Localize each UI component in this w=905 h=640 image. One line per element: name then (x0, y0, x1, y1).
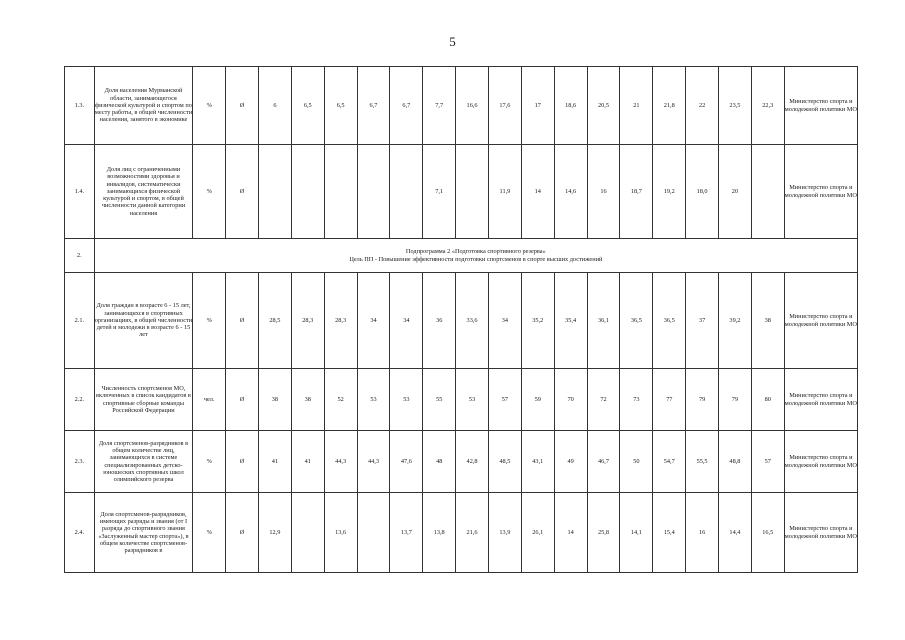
value-cell: 26,1 (521, 493, 554, 573)
row-number: 2.2. (65, 369, 95, 431)
value-cell: 17,6 (489, 67, 522, 145)
value-cell: 53 (357, 369, 390, 431)
indicator-name: Доля населения Мурманской области, занимающегося физической культурой и спортом по месту работы, в общей численности населения, занятого в экономике (94, 67, 193, 145)
value-cell: 14 (554, 493, 587, 573)
section-number: 2. (65, 239, 95, 273)
value-cell: 13,9 (489, 493, 522, 573)
value-cell: 14,4 (719, 493, 752, 573)
value-cell: 33,6 (456, 273, 489, 369)
section-goal: Цель ПП - Повышение эффективности подготовки спортсменов в спорте высших достижений (349, 255, 603, 263)
value-cell: 48,8 (719, 431, 752, 493)
value-cell: 59 (521, 369, 554, 431)
value-cell: 11,9 (489, 145, 522, 239)
unit-cell: % (193, 67, 226, 145)
value-cell (357, 493, 390, 573)
value-cell: 22,3 (751, 67, 784, 145)
value-cell: 20,5 (587, 67, 620, 145)
row-number: 2.4. (65, 493, 95, 573)
value-cell: 15,4 (653, 493, 686, 573)
value-cell (456, 145, 489, 239)
value-cell: 54,7 (653, 431, 686, 493)
indicators-table (64, 66, 858, 573)
table-section-row (65, 239, 858, 273)
value-cell: 14,1 (620, 493, 653, 573)
page-number: 5 (449, 34, 456, 49)
unit-cell: % (193, 273, 226, 369)
value-cell: 13,7 (390, 493, 423, 573)
mark-cell: Ø (226, 493, 259, 573)
value-cell: 16,6 (456, 67, 489, 145)
mark-cell: Ø (226, 67, 259, 145)
value-cell: 38 (258, 369, 291, 431)
indicator-name: Доля лиц с ограниченными возможностями здоровья и инвалидов, систематически занимающихся физической культурой и спортом, в общей численности данной категории населения (94, 145, 193, 239)
value-cell: 28,3 (291, 273, 324, 369)
value-cell: 41 (291, 431, 324, 493)
value-cell: 42,8 (456, 431, 489, 493)
indicator-name: Доля спортсменов-разрядников в общем количестве лиц, занимающихся в системе специализированных детско-юношеских спортивных школ олимпийского резерва (94, 431, 193, 493)
value-cell: 79 (686, 369, 719, 431)
value-cell: 20 (719, 145, 752, 239)
value-cell: 48,5 (489, 431, 522, 493)
value-cell: 53 (390, 369, 423, 431)
table-row (65, 431, 858, 493)
value-cell: 46,7 (587, 431, 620, 493)
value-cell: 6,5 (291, 67, 324, 145)
mark-cell: Ø (226, 145, 259, 239)
value-cell: 22 (686, 67, 719, 145)
value-cell: 18,0 (686, 145, 719, 239)
value-cell: 36,5 (653, 273, 686, 369)
value-cell: 6,7 (357, 67, 390, 145)
value-cell: 72 (587, 369, 620, 431)
value-cell: 12,9 (258, 493, 291, 573)
value-cell: 36,1 (587, 273, 620, 369)
value-cell: 52 (324, 369, 357, 431)
value-cell (258, 145, 291, 239)
value-cell: 44,3 (357, 431, 390, 493)
value-cell: 70 (554, 369, 587, 431)
value-cell: 38 (751, 273, 784, 369)
value-cell: 16 (587, 145, 620, 239)
value-cell: 47,6 (390, 431, 423, 493)
value-cell: 55,5 (686, 431, 719, 493)
table-row (65, 145, 858, 239)
responsible-cell: Министерство спорта и молодежной политики МО (784, 145, 857, 239)
value-cell: 38 (291, 369, 324, 431)
value-cell: 7,1 (423, 145, 456, 239)
unit-cell: % (193, 145, 226, 239)
mark-cell: Ø (226, 369, 259, 431)
row-number: 1.3. (65, 67, 95, 145)
value-cell: 77 (653, 369, 686, 431)
row-number: 2.3. (65, 431, 95, 493)
value-cell: 14 (521, 145, 554, 239)
unit-cell: чел. (193, 369, 226, 431)
value-cell: 36,5 (620, 273, 653, 369)
value-cell (357, 145, 390, 239)
value-cell: 18,6 (554, 67, 587, 145)
responsible-cell: Министерство спорта и молодежной политики МО (784, 67, 857, 145)
table-row (65, 67, 858, 145)
table-row (65, 273, 858, 369)
responsible-cell: Министерство спорта и молодежной политики МО (784, 273, 857, 369)
row-number: 2.1. (65, 273, 95, 369)
row-number: 1.4. (65, 145, 95, 239)
value-cell: 57 (751, 431, 784, 493)
value-cell: 34 (390, 273, 423, 369)
value-cell: 53 (456, 369, 489, 431)
value-cell: 25,8 (587, 493, 620, 573)
value-cell: 6,5 (324, 67, 357, 145)
value-cell: 49 (554, 431, 587, 493)
value-cell: 79 (719, 369, 752, 431)
value-cell: 80 (751, 369, 784, 431)
value-cell: 6 (258, 67, 291, 145)
value-cell: 50 (620, 431, 653, 493)
value-cell: 44,3 (324, 431, 357, 493)
value-cell: 14,6 (554, 145, 587, 239)
responsible-cell: Министерство спорта и молодежной политики МО (784, 369, 857, 431)
responsible-cell: Министерство спорта и молодежной политики МО (784, 493, 857, 573)
unit-cell: % (193, 431, 226, 493)
value-cell: 13,6 (324, 493, 357, 573)
value-cell (390, 145, 423, 239)
value-cell: 21 (620, 67, 653, 145)
value-cell: 43,1 (521, 431, 554, 493)
table-row (65, 493, 858, 573)
value-cell: 18,7 (620, 145, 653, 239)
value-cell: 34 (489, 273, 522, 369)
mark-cell: Ø (226, 273, 259, 369)
value-cell: 37 (686, 273, 719, 369)
value-cell: 6,7 (390, 67, 423, 145)
value-cell (291, 145, 324, 239)
value-cell: 35,2 (521, 273, 554, 369)
value-cell (291, 493, 324, 573)
value-cell: 55 (423, 369, 456, 431)
value-cell: 17 (521, 67, 554, 145)
value-cell (751, 145, 784, 239)
value-cell: 16,5 (751, 493, 784, 573)
section-header (94, 239, 857, 273)
value-cell: 35,4 (554, 273, 587, 369)
indicator-name: Доля спортсменов-разрядников, имеющих разряды и звания (от I разряда до спортивного звания «Заслуженный мастер спорта»), в общем количестве спортсменов-разрядников в (94, 493, 193, 573)
section-title: Подпрограмма 2 «Подготовка спортивного резерва» (405, 248, 546, 256)
value-cell: 36 (423, 273, 456, 369)
mark-cell: Ø (226, 431, 259, 493)
value-cell: 16 (686, 493, 719, 573)
value-cell: 7,7 (423, 67, 456, 145)
value-cell: 41 (258, 431, 291, 493)
value-cell: 21,8 (653, 67, 686, 145)
value-cell: 28,3 (324, 273, 357, 369)
value-cell: 34 (357, 273, 390, 369)
value-cell: 73 (620, 369, 653, 431)
value-cell: 19,2 (653, 145, 686, 239)
indicator-name: Численность спортсменов МО, включенных в список кандидатов в спортивные сборные команды Российской Федерации (94, 369, 193, 431)
value-cell: 48 (423, 431, 456, 493)
value-cell: 23,5 (719, 67, 752, 145)
value-cell: 28,5 (258, 273, 291, 369)
indicator-name: Доля граждан в возрасте 6 - 15 лет, занимающихся в спортивных организациях, в общей численности детей и молодежи в возрасте 6 - 15 лет (94, 273, 193, 369)
value-cell: 57 (489, 369, 522, 431)
value-cell (324, 145, 357, 239)
value-cell: 13,8 (423, 493, 456, 573)
responsible-cell: Министерство спорта и молодежной политики МО (784, 431, 857, 493)
value-cell: 39,2 (719, 273, 752, 369)
value-cell: 21,6 (456, 493, 489, 573)
table-row (65, 369, 858, 431)
unit-cell: % (193, 493, 226, 573)
